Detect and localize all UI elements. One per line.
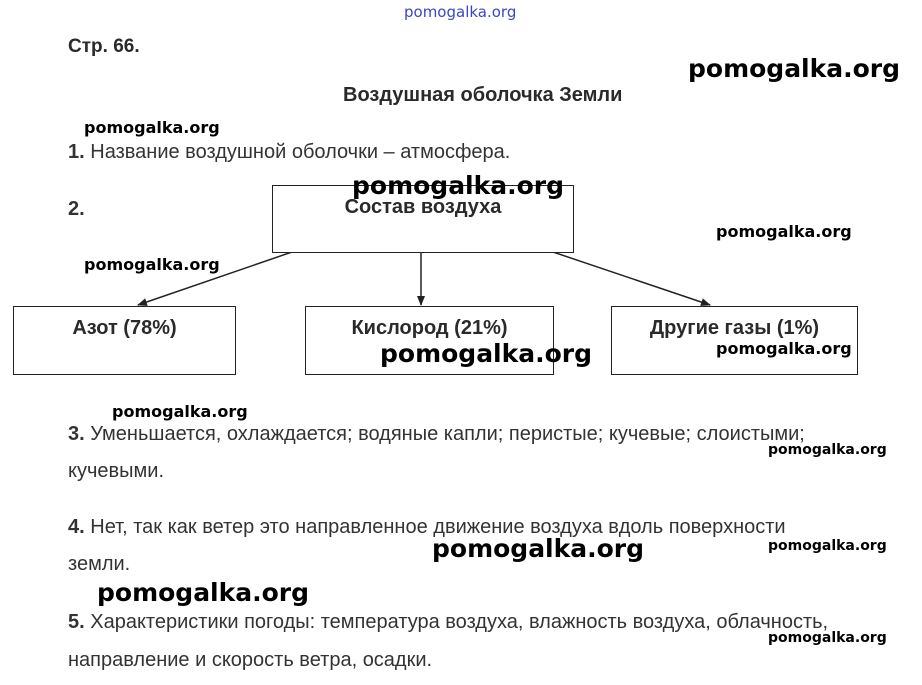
watermark: pomogalka.org bbox=[97, 578, 310, 607]
watermark: pomogalka.org bbox=[352, 171, 565, 200]
diagram-box-nitrogen bbox=[13, 306, 236, 375]
answer-text: Характеристики погоды: температура воздуха, влажность воздуха, облачность, bbox=[90, 611, 829, 633]
answer-number: 2. bbox=[68, 198, 85, 220]
answer-3-continued: кучевыми. bbox=[68, 460, 164, 482]
watermark: pomogalka.org bbox=[768, 538, 887, 554]
watermark: pomogalka.org bbox=[112, 402, 248, 421]
answer-3 bbox=[68, 423, 805, 446]
watermark: pomogalka.org bbox=[432, 534, 645, 563]
answer-number: 1. bbox=[68, 141, 85, 163]
page-number: Стр. 66. bbox=[68, 36, 140, 57]
diagram-box-label: Другие газы (1%) bbox=[649, 317, 820, 339]
answer-5 bbox=[68, 611, 828, 634]
watermark: pomogalka.org bbox=[688, 54, 901, 83]
answer-text: Нет, так как ветер это направленное движение воздуха вдоль поверхности bbox=[90, 516, 786, 538]
diagram-box-label: Кислород (21%) bbox=[351, 317, 508, 339]
watermark: pomogalka.org bbox=[84, 255, 220, 274]
watermark: pomogalka.org bbox=[84, 118, 220, 137]
answer-5-continued: направление и скорость ветра, осадки. bbox=[68, 649, 433, 671]
watermark: pomogalka.org bbox=[768, 630, 887, 646]
answer-text: Название воздушной оболочки – атмосфера. bbox=[90, 141, 511, 163]
answer-4-continued: земли. bbox=[68, 553, 131, 575]
answer-text: Уменьшается, охлаждается; водяные капли; перистые; кучевые; слоистыми; bbox=[90, 423, 805, 445]
answer-number: 5. bbox=[68, 611, 85, 633]
watermark: pomogalka.org bbox=[716, 339, 852, 358]
site-link[interactable]: pomogalka.org bbox=[404, 3, 517, 21]
page-title: Воздушная оболочка Земли bbox=[343, 84, 623, 106]
answer-number: 3. bbox=[68, 423, 85, 445]
diagram-box-label: Азот (78%) bbox=[72, 317, 177, 339]
arrow-to-other-gases bbox=[553, 252, 710, 305]
watermark: pomogalka.org bbox=[380, 339, 593, 368]
watermark: pomogalka.org bbox=[768, 442, 887, 458]
answer-4 bbox=[68, 516, 786, 539]
answer-number: 4. bbox=[68, 516, 85, 538]
watermark: pomogalka.org bbox=[716, 222, 852, 241]
diagram-root-label: Состав воздуха bbox=[344, 196, 502, 218]
